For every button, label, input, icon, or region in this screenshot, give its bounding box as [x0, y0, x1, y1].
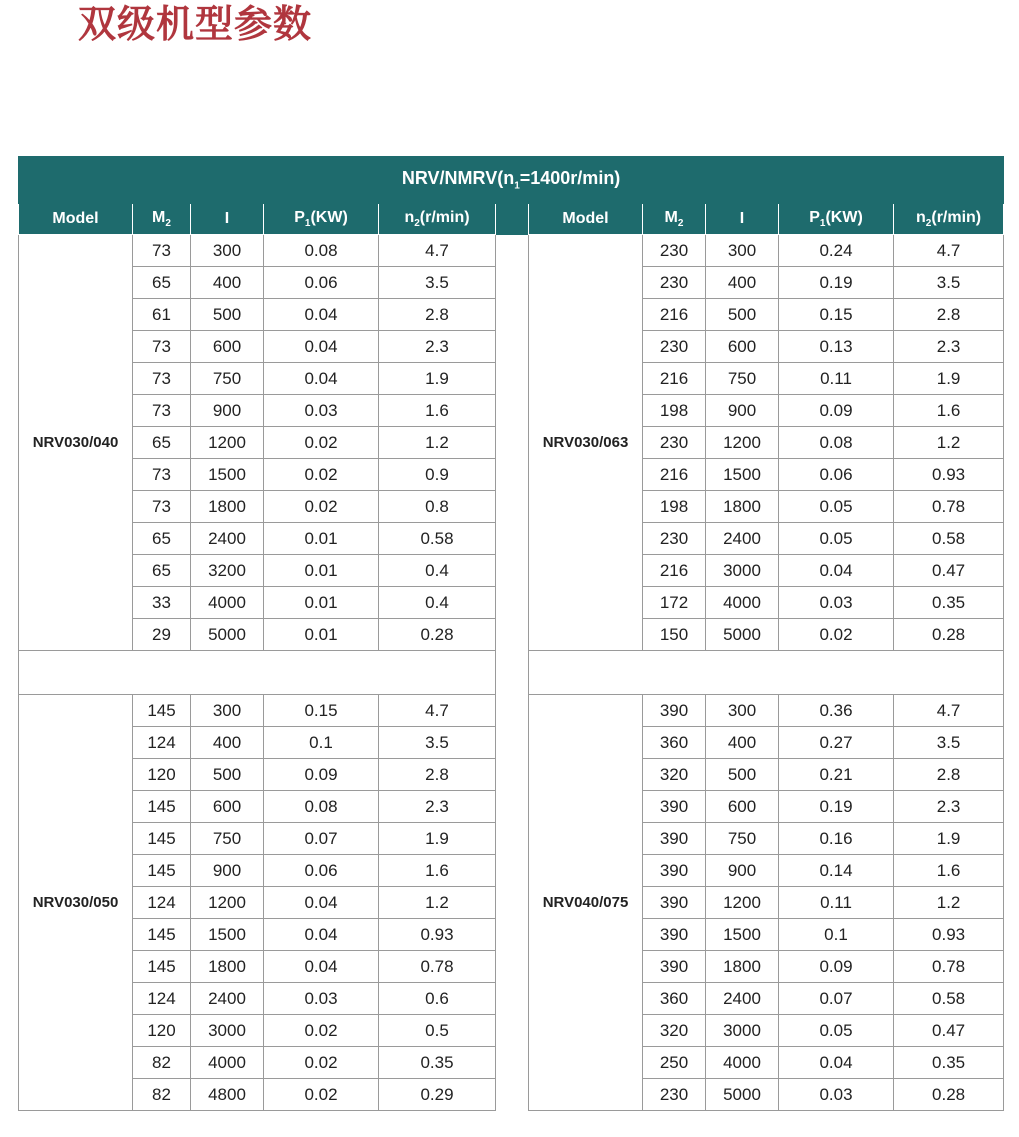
power-cell: 0.05	[779, 523, 894, 555]
ratio-cell: 1800	[706, 491, 779, 523]
power-cell: 0.1	[264, 727, 379, 759]
ratio-cell: 900	[191, 395, 264, 427]
ratio-cell: 900	[706, 855, 779, 887]
speed-cell: 1.9	[379, 363, 496, 395]
power-cell: 0.19	[779, 267, 894, 299]
ratio-cell: 500	[191, 299, 264, 331]
speed-cell: 0.78	[894, 951, 1004, 983]
header-row	[19, 204, 1004, 235]
speed-cell: 1.2	[894, 427, 1004, 459]
speed-cell: 4.7	[379, 695, 496, 727]
m2-cell: 61	[133, 299, 191, 331]
p1-label: P	[809, 208, 820, 226]
power-cell: 0.11	[779, 887, 894, 919]
m2-cell: 320	[643, 759, 706, 791]
table-title: NRV/$NMRV(n_1=1400r/\min)$	[19, 157, 1004, 204]
m2-cell: 216	[643, 299, 706, 331]
ratio-cell: 750	[191, 363, 264, 395]
column-header-i: I	[706, 204, 779, 235]
ratio-cell: 4000	[191, 1047, 264, 1079]
ratio-cell: 300	[706, 695, 779, 727]
ratio-cell: 4000	[706, 587, 779, 619]
ratio-cell: 2400	[706, 983, 779, 1015]
speed-cell: 1.6	[379, 855, 496, 887]
speed-cell: 2.8	[894, 299, 1004, 331]
power-cell: 0.14	[779, 855, 894, 887]
power-cell: 0.19	[779, 791, 894, 823]
power-cell: 0.06	[264, 267, 379, 299]
power-cell: 0.15	[264, 695, 379, 727]
power-cell: 0.02	[264, 1047, 379, 1079]
m2-cell: 73	[133, 395, 191, 427]
p1-label: P	[294, 208, 305, 226]
power-cell: 0.04	[779, 555, 894, 587]
n2-label: n	[404, 208, 415, 226]
column-header-n2	[379, 204, 496, 235]
spec-table	[18, 156, 1004, 1111]
ratio-cell: 1500	[706, 459, 779, 491]
column-gutter-cell	[496, 235, 529, 1111]
m2-cell: 145	[133, 823, 191, 855]
power-cell: 0.21	[779, 759, 894, 791]
ratio-cell: 500	[191, 759, 264, 791]
power-cell: 0.03	[779, 1079, 894, 1111]
power-cell: 0.01	[264, 587, 379, 619]
speed-cell: 0.5	[379, 1015, 496, 1047]
speed-cell: 4.7	[894, 695, 1004, 727]
speed-cell: 0.58	[894, 523, 1004, 555]
m2-cell: 82	[133, 1047, 191, 1079]
m2-cell: 390	[643, 823, 706, 855]
ratio-cell: 3200	[191, 555, 264, 587]
power-cell: 0.08	[779, 427, 894, 459]
n2-unit: (r/min)	[931, 208, 982, 226]
n2-label: n	[916, 208, 926, 226]
m2-cell: 230	[643, 235, 706, 267]
ratio-cell: 5000	[706, 619, 779, 651]
m2-cell: 198	[643, 395, 706, 427]
ratio-cell: 1200	[191, 427, 264, 459]
power-cell: 0.04	[264, 363, 379, 395]
power-cell: 0.04	[779, 1047, 894, 1079]
speed-cell: 0.9	[379, 459, 496, 491]
speed-cell: 0.93	[894, 919, 1004, 951]
ratio-cell: 1200	[191, 887, 264, 919]
speed-cell: 0.6	[379, 983, 496, 1015]
p1-unit: (KW)	[310, 208, 348, 226]
ratio-cell: 5000	[191, 619, 264, 651]
speed-cell: 1.2	[379, 887, 496, 919]
speed-cell: 3.5	[379, 267, 496, 299]
speed-cell: 3.5	[894, 267, 1004, 299]
m2-cell: 145	[133, 695, 191, 727]
m2-cell: 230	[643, 331, 706, 363]
power-cell: 0.13	[779, 331, 894, 363]
m2-cell: 230	[643, 1079, 706, 1111]
m2-cell: 390	[643, 919, 706, 951]
power-cell: 0.08	[264, 791, 379, 823]
p1-sub: 1	[304, 218, 311, 230]
ratio-cell: 1800	[706, 951, 779, 983]
m2-cell: 230	[643, 523, 706, 555]
power-cell: 0.02	[264, 1079, 379, 1111]
p1-sub: 1	[819, 218, 826, 230]
column-gutter	[496, 204, 529, 235]
ratio-cell: 400	[706, 727, 779, 759]
m2-cell: 360	[643, 727, 706, 759]
speed-cell: 1.6	[379, 395, 496, 427]
m2-cell: 390	[643, 951, 706, 983]
ratio-cell: 1500	[706, 919, 779, 951]
m2-cell: 145	[133, 855, 191, 887]
n2-sub: 2	[414, 218, 420, 230]
power-cell: 0.27	[779, 727, 894, 759]
speed-cell: 2.3	[894, 791, 1004, 823]
m2-cell: 145	[133, 919, 191, 951]
column-header-n2	[894, 204, 1004, 235]
speed-cell: 1.2	[894, 887, 1004, 919]
m2-cell: 124	[133, 727, 191, 759]
column-header-m2	[643, 204, 706, 235]
power-cell: 0.09	[779, 951, 894, 983]
m2-cell: 145	[133, 791, 191, 823]
model-cell: NRV030/050	[19, 695, 133, 1111]
speed-cell: 3.5	[379, 727, 496, 759]
ratio-cell: 400	[191, 727, 264, 759]
ratio-cell: 750	[706, 823, 779, 855]
power-cell: 0.05	[779, 1015, 894, 1047]
power-cell: 0.15	[779, 299, 894, 331]
ratio-cell: 2400	[191, 983, 264, 1015]
spacer-cell-right	[529, 651, 1004, 695]
ratio-cell: 5000	[706, 1079, 779, 1111]
power-cell: 0.01	[264, 523, 379, 555]
m2-cell: 124	[133, 983, 191, 1015]
power-cell: 0.02	[264, 1015, 379, 1047]
m2-cell: 150	[643, 619, 706, 651]
power-cell: 0.02	[264, 459, 379, 491]
ratio-cell: 2400	[191, 523, 264, 555]
ratio-cell: 500	[706, 299, 779, 331]
speed-cell: 0.35	[894, 587, 1004, 619]
m2-sub: 2	[677, 218, 684, 230]
m2-cell: 124	[133, 887, 191, 919]
ratio-cell: 2400	[706, 523, 779, 555]
ratio-cell: 3000	[706, 1015, 779, 1047]
ratio-cell: 600	[191, 331, 264, 363]
ratio-cell: 900	[706, 395, 779, 427]
ratio-cell: 1800	[191, 951, 264, 983]
power-cell: 0.02	[779, 619, 894, 651]
column-header-i: I	[191, 204, 264, 235]
speed-cell: 0.4	[379, 555, 496, 587]
n2-unit: (r/min)	[419, 208, 470, 226]
page-title: 双级机型参数	[78, 2, 313, 46]
m2-cell: 120	[133, 759, 191, 791]
power-cell: 0.24	[779, 235, 894, 267]
speed-cell: 1.6	[894, 395, 1004, 427]
power-cell: 0.04	[264, 887, 379, 919]
speed-cell: 0.35	[894, 1047, 1004, 1079]
ratio-cell: 500	[706, 759, 779, 791]
m2-cell: 216	[643, 459, 706, 491]
ratio-cell: 300	[191, 695, 264, 727]
column-header-model: Model	[529, 204, 643, 235]
power-cell: 0.11	[779, 363, 894, 395]
table-row	[19, 235, 1004, 267]
spacer-cell-left	[19, 651, 496, 695]
speed-cell: 0.47	[894, 1015, 1004, 1047]
column-header-p1	[264, 204, 379, 235]
m2-sub: 2	[165, 218, 171, 230]
m2-cell: 390	[643, 887, 706, 919]
ratio-cell: 4000	[191, 587, 264, 619]
speed-cell: 0.58	[894, 983, 1004, 1015]
speed-cell: 2.8	[894, 759, 1004, 791]
m2-cell: 230	[643, 427, 706, 459]
speed-cell: 0.58	[379, 523, 496, 555]
speed-cell: 0.78	[894, 491, 1004, 523]
power-cell: 0.1	[779, 919, 894, 951]
p1-unit: (KW)	[825, 208, 863, 226]
power-cell: 0.04	[264, 951, 379, 983]
power-cell: 0.05	[779, 491, 894, 523]
n2-sub: 2	[925, 218, 932, 230]
power-cell: 0.08	[264, 235, 379, 267]
speed-cell: 0.28	[894, 1079, 1004, 1111]
speed-cell: 0.28	[379, 619, 496, 651]
m2-cell: 250	[643, 1047, 706, 1079]
m2-label: M	[152, 208, 166, 226]
column-header-m2	[133, 204, 191, 235]
ratio-cell: 400	[191, 267, 264, 299]
ratio-cell: 600	[706, 331, 779, 363]
speed-cell: 4.7	[379, 235, 496, 267]
m2-cell: 82	[133, 1079, 191, 1111]
power-cell: 0.02	[264, 427, 379, 459]
speed-cell: 2.3	[379, 331, 496, 363]
model-cell: NRV040/075	[529, 695, 643, 1111]
m2-cell: 73	[133, 363, 191, 395]
speed-cell: 0.93	[894, 459, 1004, 491]
ratio-cell: 300	[191, 235, 264, 267]
m2-cell: 73	[133, 459, 191, 491]
speed-cell: 1.9	[379, 823, 496, 855]
ratio-cell: 400	[706, 267, 779, 299]
ratio-cell: 3000	[706, 555, 779, 587]
power-cell: 0.16	[779, 823, 894, 855]
m2-cell: 65	[133, 523, 191, 555]
m2-cell: 33	[133, 587, 191, 619]
speed-cell: 2.3	[379, 791, 496, 823]
m2-cell: 73	[133, 235, 191, 267]
power-cell: 0.06	[779, 459, 894, 491]
column-header-model: Model	[19, 204, 133, 235]
ratio-cell: 4000	[706, 1047, 779, 1079]
speed-cell: 0.78	[379, 951, 496, 983]
m2-cell: 198	[643, 491, 706, 523]
ratio-cell: 1200	[706, 427, 779, 459]
m2-cell: 65	[133, 555, 191, 587]
speed-cell: 0.4	[379, 587, 496, 619]
ratio-cell: 3000	[191, 1015, 264, 1047]
m2-cell: 29	[133, 619, 191, 651]
speed-cell: 0.47	[894, 555, 1004, 587]
speed-cell: 1.9	[894, 823, 1004, 855]
speed-cell: 3.5	[894, 727, 1004, 759]
m2-cell: 216	[643, 555, 706, 587]
power-cell: 0.04	[264, 299, 379, 331]
ratio-cell: 1500	[191, 919, 264, 951]
m2-cell: 172	[643, 587, 706, 619]
column-header-p1	[779, 204, 894, 235]
m2-cell: 390	[643, 791, 706, 823]
ratio-cell: 600	[191, 791, 264, 823]
ratio-cell: 900	[191, 855, 264, 887]
m2-cell: 230	[643, 267, 706, 299]
ratio-cell: 4800	[191, 1079, 264, 1111]
ratio-cell: 750	[191, 823, 264, 855]
power-cell: 0.02	[264, 491, 379, 523]
speed-cell: 2.3	[894, 331, 1004, 363]
power-cell: 0.09	[264, 759, 379, 791]
power-cell: 0.07	[264, 823, 379, 855]
m2-cell: 390	[643, 855, 706, 887]
speed-cell: 0.29	[379, 1079, 496, 1111]
power-cell: 0.03	[264, 395, 379, 427]
m2-cell: 145	[133, 951, 191, 983]
m2-cell: 73	[133, 491, 191, 523]
power-cell: 0.07	[779, 983, 894, 1015]
speed-cell: 0.8	[379, 491, 496, 523]
speed-cell: 0.35	[379, 1047, 496, 1079]
ratio-cell: 1800	[191, 491, 264, 523]
ratio-cell: 600	[706, 791, 779, 823]
power-cell: 0.03	[264, 983, 379, 1015]
m2-label: M	[664, 208, 678, 226]
power-cell: 0.03	[779, 587, 894, 619]
power-cell: 0.04	[264, 919, 379, 951]
speed-cell: 0.28	[894, 619, 1004, 651]
power-cell: 0.09	[779, 395, 894, 427]
ratio-cell: 1500	[191, 459, 264, 491]
speed-cell: 0.93	[379, 919, 496, 951]
power-cell: 0.01	[264, 555, 379, 587]
power-cell: 0.06	[264, 855, 379, 887]
m2-cell: 320	[643, 1015, 706, 1047]
speed-cell: 1.9	[894, 363, 1004, 395]
ratio-cell: 750	[706, 363, 779, 395]
m2-cell: 65	[133, 427, 191, 459]
m2-cell: 216	[643, 363, 706, 395]
speed-cell: 2.8	[379, 299, 496, 331]
model-cell: NRV030/063	[529, 235, 643, 651]
m2-cell: 360	[643, 983, 706, 1015]
ratio-cell: 1200	[706, 887, 779, 919]
ratio-cell: 300	[706, 235, 779, 267]
speed-cell: 2.8	[379, 759, 496, 791]
power-cell: 0.04	[264, 331, 379, 363]
power-cell: 0.36	[779, 695, 894, 727]
m2-cell: 390	[643, 695, 706, 727]
m2-cell: 73	[133, 331, 191, 363]
model-cell: NRV030/040	[19, 235, 133, 651]
m2-cell: 65	[133, 267, 191, 299]
power-cell: 0.01	[264, 619, 379, 651]
speed-cell: 1.2	[379, 427, 496, 459]
speed-cell: 4.7	[894, 235, 1004, 267]
m2-cell: 120	[133, 1015, 191, 1047]
speed-cell: 1.6	[894, 855, 1004, 887]
